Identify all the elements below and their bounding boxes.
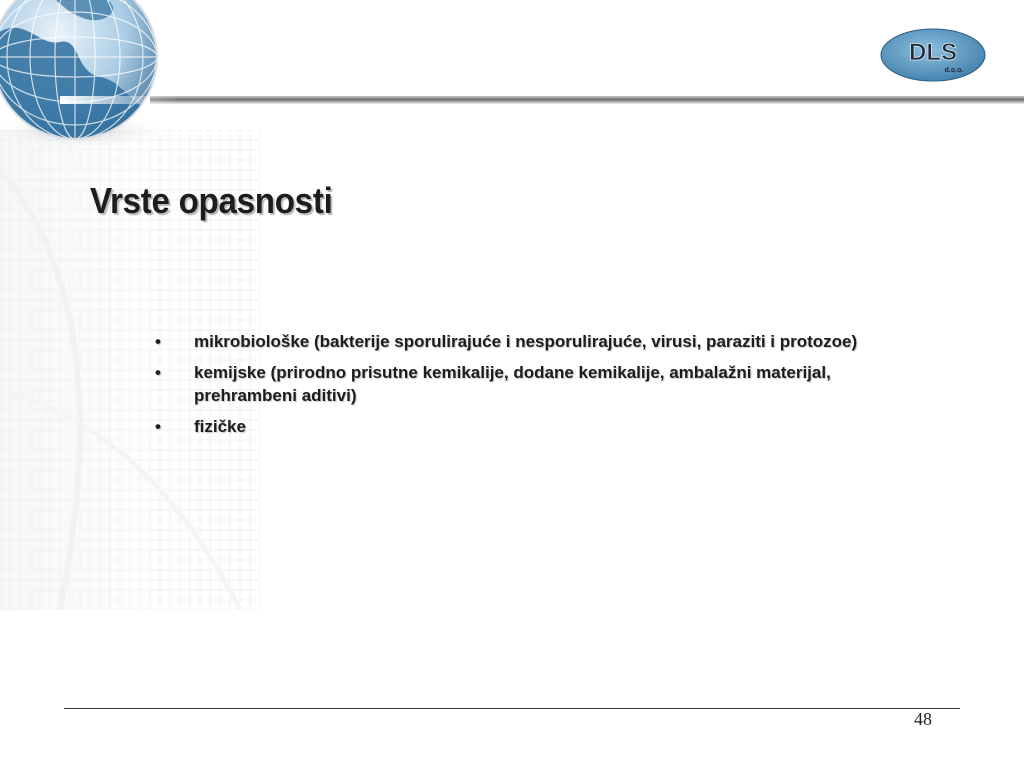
list-item xyxy=(155,361,875,407)
list-item xyxy=(155,415,875,438)
list-item xyxy=(155,330,875,353)
company-logo xyxy=(880,28,986,82)
footer-rule xyxy=(64,708,960,709)
bullet-marker: • xyxy=(155,363,161,382)
header-rule xyxy=(150,96,1024,104)
bullet-marker: • xyxy=(155,332,161,351)
logo-text: DLS xyxy=(909,39,957,66)
globe-icon xyxy=(0,0,170,152)
header-rule-fade xyxy=(60,96,180,104)
bullet-list xyxy=(155,330,875,446)
slide-title: Vrste opasnosti xyxy=(90,180,333,221)
bullet-text: fizičke xyxy=(194,417,246,436)
bullet-marker: • xyxy=(155,417,161,436)
bullet-text: kemijske (prirodno prisutne kemikalije, dodane kemikalije, ambalažni materijal, prehrambeni aditivi) xyxy=(194,363,831,405)
logo-subtext: d.o.o. xyxy=(944,67,964,74)
bullet-text: mikrobiološke (bakterije sporulirajuće i nesporulirajuće, virusi, paraziti i protozoe) xyxy=(194,332,858,351)
page-number: 48 xyxy=(914,709,932,729)
